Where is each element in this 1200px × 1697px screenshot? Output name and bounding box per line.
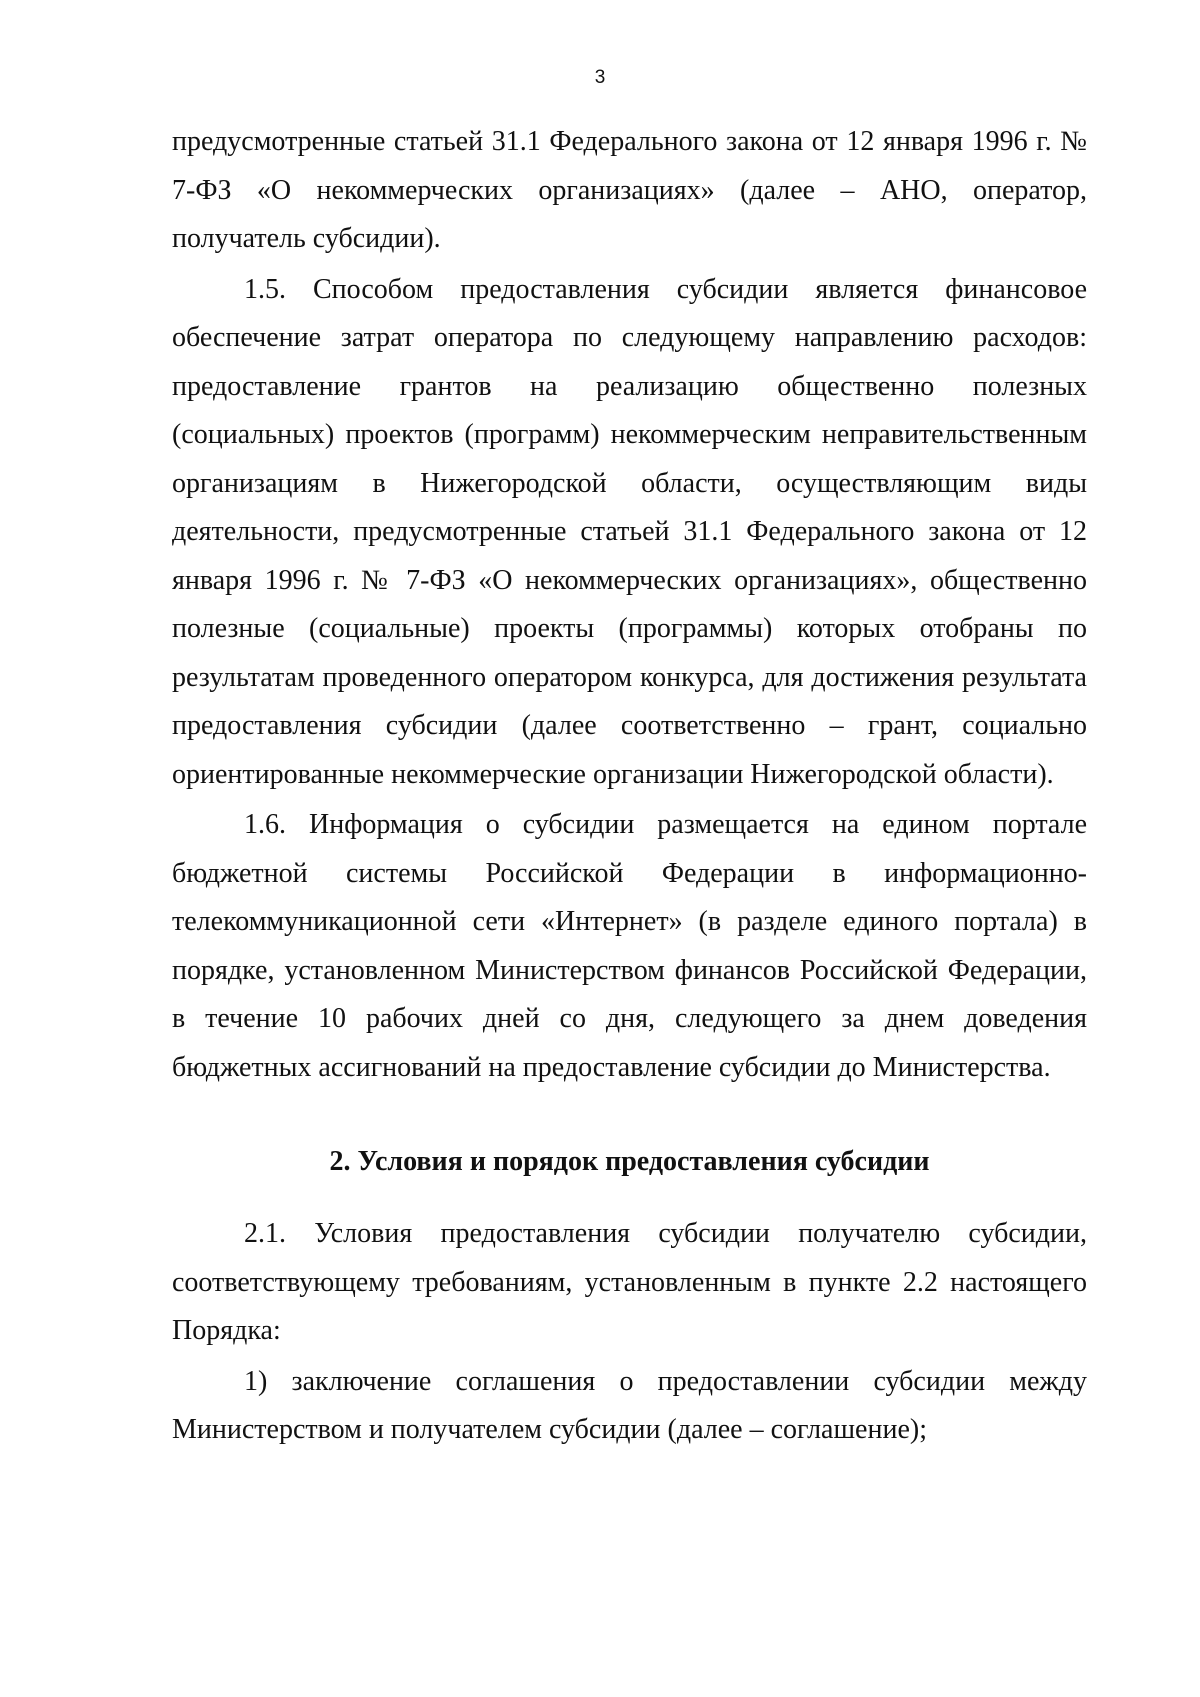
list-item-1: 1) заключение соглашения о предоставлении субсидии между Министерством и получателем субсидии (далее – соглашение); <box>172 1365 1087 1445</box>
section-heading: 2. Условия и порядок предоставления субсидии <box>329 1146 930 1177</box>
document-body <box>172 118 1087 1455</box>
paragraph-1-5: 1.5. Способом предоставления субсидии является финансовое обеспечение затрат оператора по следующему направлению расходов: предоставление грантов на реализацию общественно полезных (социальных) проектов (программ) некоммерческим неправительственным организациям в Нижегородской области, осуществляющим виды деятельности, предусмотренные статьей 31.1 Федерального закона от 12 января 1996 г. № 7-ФЗ «О некоммерческих организациях», общественно полезные (социальные) проекты (программы) которых отобраны по результатам проведенного оператором конкурса, для достижения результата предоставления субсидии (далее соответственно – грант, социально ориентированные некоммерческие организации Нижегородской области). <box>172 273 1087 790</box>
paragraph-1-6: 1.6. Информация о субсидии размещается на едином портале бюджетной системы Российской Федерации в информационно-телекоммуникационной сети «Интернет» (в разделе единого портала) в порядке, установленном Министерством финансов Российской Федерации, в течение 10 рабочих дней со дня, следующего за днем доведения бюджетных ассигнований на предоставление субсидии до Министерства. <box>172 809 1087 1083</box>
page-number: 3 <box>594 67 606 88</box>
paragraph-continuation: предусмотренные статьей 31.1 Федерального закона от 12 января 1996 г. № 7-ФЗ «О некоммерческих организациях» (далее – АНО, оператор, получатель субсидии). <box>172 126 1087 254</box>
paragraph-2-1: 2.1. Условия предоставления субсидии получателю субсидии, соответствующему требованиям, установленным в пункте 2.2 настоящего Порядка: <box>172 1218 1087 1346</box>
